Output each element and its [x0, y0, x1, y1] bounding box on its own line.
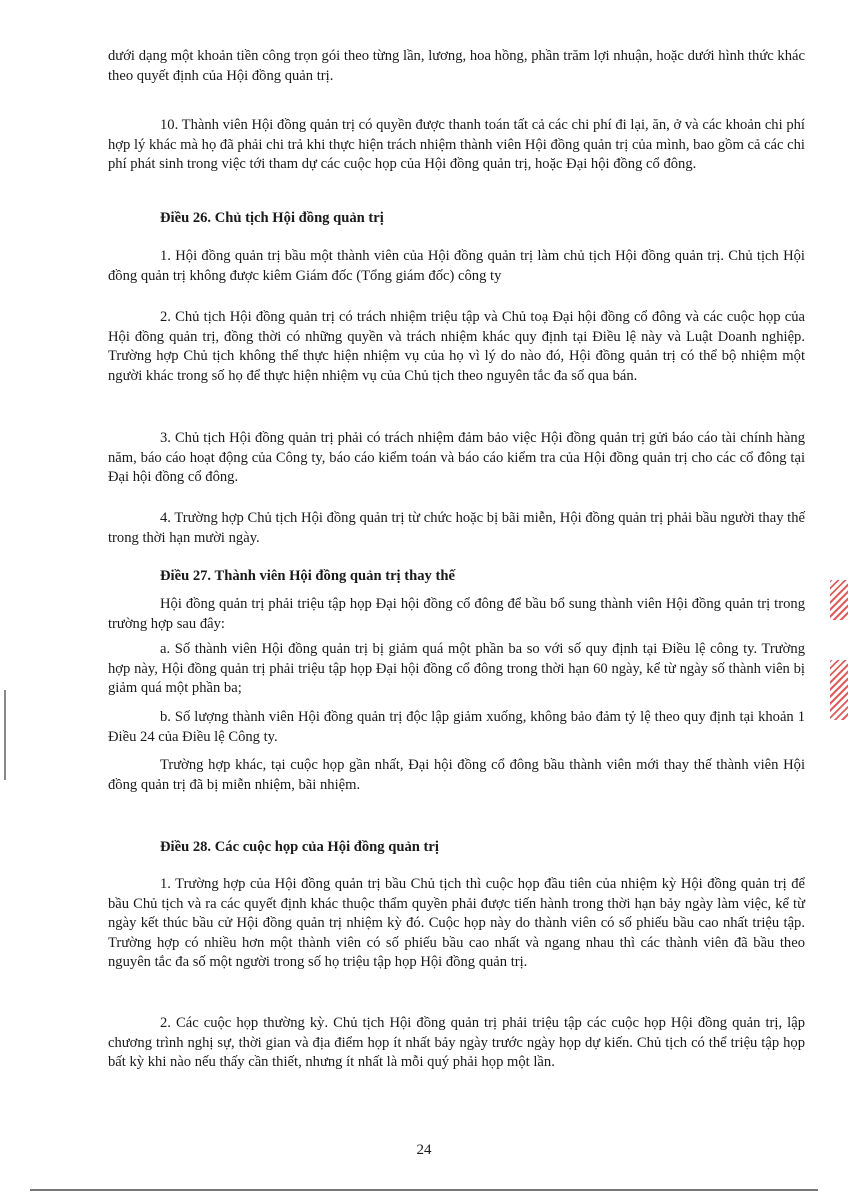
scan-edge-bottom — [30, 1189, 818, 1191]
paragraph-clause-10: 10. Thành viên Hội đồng quản trị có quyền được thanh toán tất cả các chi phí đi lại, ăn, ở và các khoản chi phí hợp lý khác mà họ đã phải chi trả khi thực hiện trách nhiệm thành viên Hội đồng quản trị của mình, bao gồm cả các chi phí phát sinh trong việc tới tham dự các cuộc họp của Hội đồng quản trị, hoặc Đại hội đồng cổ đông. — [108, 117, 805, 172]
paragraph-art26-clause-3: 3. Chủ tịch Hội đồng quản trị phải có trách nhiệm đảm bảo việc Hội đồng quản trị gửi báo cáo tài chính hàng năm, báo cáo hoạt động của Công ty, báo cáo kiểm toán và báo cáo kiểm tra của Hội đồng quản trị cho các cổ đông tại Đại hội đồng cổ đông. — [108, 430, 805, 485]
stamp-fragment-bottom — [830, 660, 848, 720]
heading-article-26: Điều 26. Chủ tịch Hội đồng quản trị — [160, 210, 384, 226]
paragraph-art26-clause-4: 4. Trường hợp Chủ tịch Hội đồng quản trị từ chức hoặc bị bãi miễn, Hội đồng quản trị phải bầu người thay thế trong thời hạn mười ngày. — [108, 510, 805, 546]
paragraph-art27-other: Trường hợp khác, tại cuộc họp gần nhất, Đại hội đồng cổ đông bầu thành viên mới thay thế thành viên Hội đồng quản trị đã bị miễn nhiệm, bãi nhiệm. — [108, 757, 805, 793]
paragraph-art26-clause-2: 2. Chủ tịch Hội đồng quản trị có trách nhiệm triệu tập và Chủ toạ Đại hội đồng cổ đông và các cuộc họp của Hội đồng quản trị, đồng thời có những quyền và trách nhiệm khác quy định tại Điều lệ này và Luật Doanh nghiệp. Trường hợp Chủ tịch không thể thực hiện nhiệm vụ của họ vì lý do nào đó, Hội đồng quản trị có thể bộ nhiệm một người khác trong số họ để thực hiện nhiệm vụ của Chủ tịch theo nguyên tắc đa số qua bán. — [108, 309, 805, 384]
scan-edge-left — [4, 690, 6, 780]
heading-article-27: Điều 27. Thành viên Hội đồng quản trị thay thế — [160, 568, 455, 584]
paragraph-intro: dưới dạng một khoản tiền công trọn gói theo từng lần, lương, hoa hồng, phần trăm lợi nhuận, hoặc dưới hình thức khác theo quyết định của Hội đồng quản trị. — [108, 48, 805, 84]
page-number: 24 — [416, 1142, 432, 1158]
paragraph-art28-clause-2: 2. Các cuộc họp thường kỳ. Chủ tịch Hội đồng quản trị phải triệu tập các cuộc họp Hội đồng quản trị, lập chương trình nghị sự, thời gian và địa điểm họp ít nhất bảy ngày trước ngày họp dự kiến. Chủ tịch có thể triệu tập họp bất kỳ khi nào nếu thấy cần thiết, nhưng ít nhất là mỗi quý phải họp một lần. — [108, 1015, 805, 1070]
stamp-fragment-top — [830, 580, 848, 620]
paragraph-art26-clause-1: 1. Hội đồng quản trị bầu một thành viên của Hội đồng quản trị làm chủ tịch Hội đồng quản trị. Chủ tịch Hội đồng quản trị không được kiêm Giám đốc (Tổng giám đốc) công ty — [108, 248, 805, 284]
paragraph-art27-item-b: b. Số lượng thành viên Hội đồng quản trị độc lập giảm xuống, không bảo đảm tỷ lệ theo quy định tại khoản 1 Điều 24 của Điều lệ Công ty. — [108, 709, 805, 745]
paragraph-art27-item-a: a. Số thành viên Hội đồng quản trị bị giảm quá một phần ba so với số quy định tại Điều lệ công ty. Trường hợp này, Hội đồng quản trị phải triệu tập họp Đại hội đồng cổ đông trong thời hạn 60 ngày, kể từ ngày số thành viên bị giảm quá một phần ba; — [108, 641, 805, 696]
heading-article-28: Điều 28. Các cuộc họp của Hội đồng quản trị — [160, 839, 439, 855]
paragraph-art28-clause-1: 1. Trường hợp của Hội đồng quản trị bầu Chủ tịch thì cuộc họp đầu tiên của nhiệm kỳ Hội đồng quản trị để bầu Chủ tịch và ra các quyết định khác thuộc thẩm quyền phải được tiến hành trong thời hạn bảy ngày làm việc, kể từ ngày kết thúc bầu cử Hội đồng quản trị nhiệm kỳ đó. Cuộc họp này do thành viên có số phiếu bầu cao nhất triệu tập. Trường hợp có nhiều hơn một thành viên có số phiếu bầu cao nhất và ngang nhau thì các thành viên đã bầu theo nguyên tắc đa số một người trong số họ triệu tập họp Hội đồng quản trị. — [108, 876, 805, 970]
paragraph-art27-intro: Hội đồng quản trị phải triệu tập họp Đại hội đồng cổ đông để bầu bổ sung thành viên Hội đồng quản trị trong trường hợp sau đây: — [108, 596, 805, 632]
